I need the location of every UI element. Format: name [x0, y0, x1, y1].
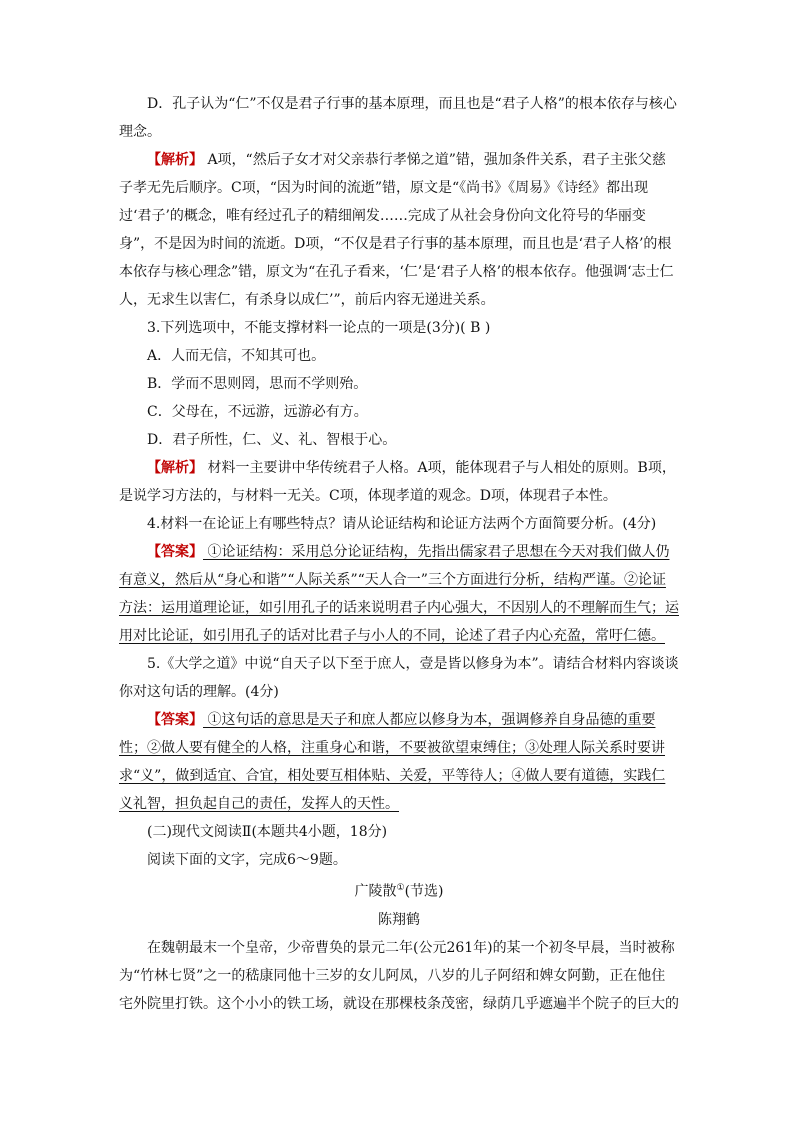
answer-q4	[119, 538, 679, 650]
question-3: 3.下列选项中，不能支撑材料一论点的一项是(3分)( B )	[147, 320, 491, 336]
analysis-tag: 【解析】	[147, 460, 203, 476]
option-a: A．人而无信，不知其可也。	[147, 348, 326, 364]
option-c: C．父母在，不远游，远游必有方。	[147, 404, 368, 420]
section-heading: (二)现代文阅读Ⅱ(本题共4小题，18分)	[147, 824, 388, 840]
analysis-text: 材料一主要讲中华传统君子人格。A项，能体现君子与人相处的原则。B项，是说学习方法的，与材料一无关。C项，体现孝道的观念。D项，体现君子本性。	[119, 460, 676, 504]
option-d: D．君子所性，仁、义、礼、智根于心。	[147, 432, 397, 448]
question-4: 4.材料一在论证上有哪些特点？请从论证结构和论证方法两个方面简要分析。(4分)	[147, 516, 657, 532]
reading-instruction: 阅读下面的文字，完成6～9题。	[147, 852, 347, 868]
answer-text: ①论证结构：采用总分论证结构，先指出儒家君子思想在今天对我们做人仍有意义，然后从“身心和谐”“人际关系”“天人合一”三个方面进行分析，结构严谨。②论证方法：运用道理论证，如引用孔子的话来说明君子内心强大，不因别人的不理解而生气；运用对比论证，如引用孔子的话对比君子与小人的不同，论述了君子内心充盈，常吁仁德。	[119, 544, 679, 644]
option-d-text: D．孔子认为“仁”不仅是君子行事的基本原理，而且也是“君子人格”的根本依存与核心理念。	[119, 96, 677, 140]
analysis-q2	[119, 146, 679, 314]
answer-text: ①这句话的意思是天子和庶人都应以修身为本，强调修养自身品德的重要性；②做人要有健全的人格，注重身心和谐，不要被欲望束缚住；③处理人际关系时要讲求“义”，做到适宜、合宜，相处要互相体贴、关爱，平等待人；④做人要有道德，实践仁义礼智，担负起自己的责任，发挥人的天性。	[119, 712, 666, 812]
option-b: B．学而不思则罔，思而不学则殆。	[147, 376, 368, 392]
answer-tag: 【答案】	[147, 544, 203, 560]
article-body: 在魏朝最末一个皇帝，少帝曹奂的景元二年(公元261年)的某一个初冬早晨，当时被称为“竹林七贤”之一的嵇康同他十三岁的女儿阿凤，八岁的儿子阿绍和婢女阿勤，正在他住宅外院里打铁。这个小小的铁工场，就设在那棵枝条茂密，绿荫几乎遮遍半个院子的巨大的	[119, 939, 679, 1012]
analysis-q3	[119, 454, 679, 510]
document-page	[119, 90, 679, 1018]
question-5: 5.《大学之道》中说“自天子以下至于庶人，壹是皆以修身为本”。请结合材料内容谈谈你对这句话的理解。(4分)	[119, 656, 679, 700]
answer-tag: 【答案】	[147, 712, 203, 728]
analysis-tag: 【解析】	[147, 152, 203, 168]
article-title: 广陵散①(节选)	[354, 883, 444, 900]
article-author: 陈翔鹤	[378, 911, 420, 928]
footnote-mark: ①	[396, 883, 405, 893]
answer-q5	[119, 706, 679, 818]
analysis-text: A项，“然后子女才对父亲恭行孝悌之道”错，强加条件关系，君子主张父慈子孝无先后顺序。C项，“因为时间的流逝”错，原文是“《尚书》《周易》《诗经》都出现过‘君子’的概念，唯有经过孔子的精细阐发……完成了从社会身份向文化符号的华丽变身”，不是因为时间的流逝。D项，“不仅是君子行事的基本原理，而且也是‘君子人格’的根本依存与核心理念”错，原文为“在孔子看来，‘仁’是‘君子人格’的根本依存。他强调‘志士仁人，无求生以害仁，有杀身以成仁’”，前后内容无递进关系。	[119, 152, 674, 308]
